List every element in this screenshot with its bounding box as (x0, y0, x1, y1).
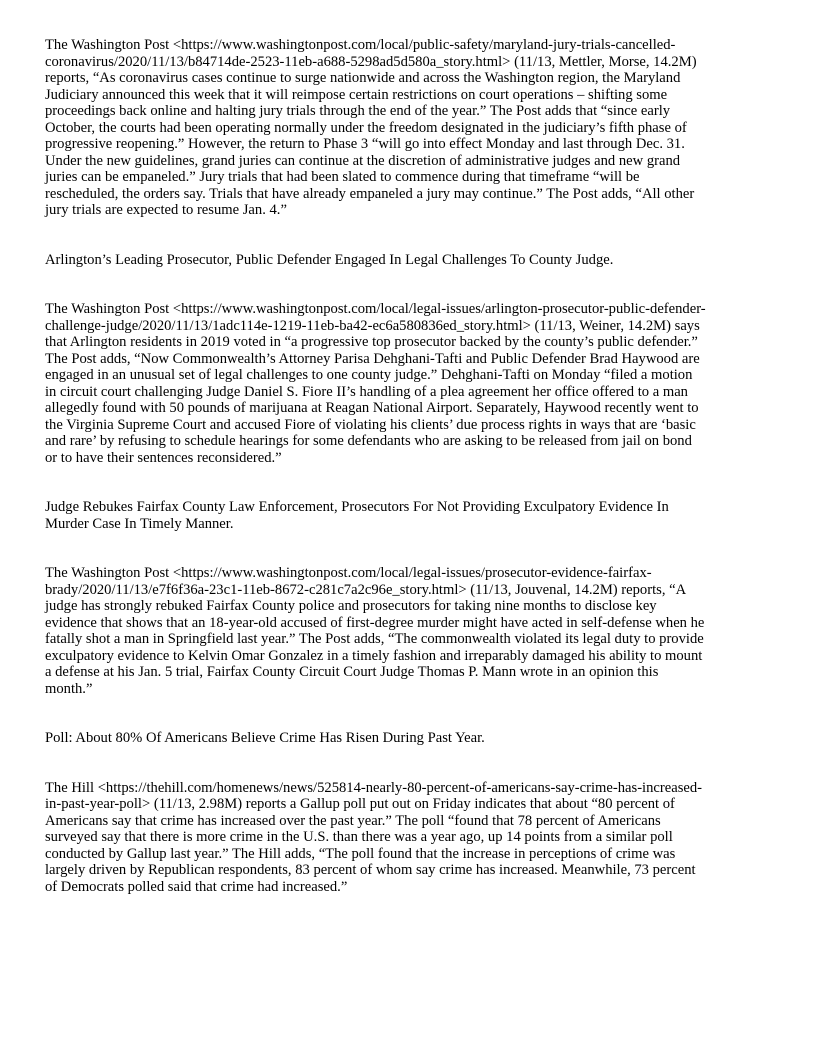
paragraph-spacer (45, 532, 771, 565)
document-page (45, 37, 771, 895)
article-body-fairfax: The Washington Post <https://www.washingtonpost.com/local/legal-issues/prosecutor-evidence-fairfax- brady/2020/11/13/e7f6f36a-23c1-11eb-8672-c281c7a2c96e_story.html> (11/13, Jouvenal, 14.2M) reports, “A judge has strongly rebuked Fairfax County police and prosecutors for taking nine months to disclose key evidence that shows that an 18-year-old accused of first-degree murder might have acted in self-defense when he fatally shot a man in Springfield last year.” The Post adds, “The commonwealth violated its legal duty to provide exculpatory evidence to Kelvin Omar Gonzalez in a timely fashion and irreparably damaged his ability to mount a defense at his Jan. 5 trial, Fairfax County Circuit Court Judge Thomas P. Mann wrote in an opinion this month.” (45, 565, 705, 697)
paragraph-spacer (45, 466, 771, 499)
paragraph-spacer (45, 747, 771, 780)
paragraph-spacer (45, 697, 771, 730)
article-headline-crime-poll: Poll: About 80% Of Americans Believe Crime Has Risen During Past Year. (45, 730, 485, 746)
article-body-crime-poll: The Hill <https://thehill.com/homenews/news/525814-nearly-80-percent-of-americans-say-crime-has-increased- in-past-year-poll> (11/13, 2.98M) reports a Gallup poll put out on Friday indicates that about “80 percent of Americans say that crime has increased over the past year.” The poll “found that 78 percent of Americans surveyed say that there is more crime in the U.S. than there was a year ago, up 14 points from a similar poll conducted by Gallup last year.” The Hill adds, “The poll found that the increase in perceptions of crime was largely driven by Republican respondents, 83 percent of whom say crime has increased. Meanwhile, 73 percent of Democrats polled said that crime had increased.” (45, 779, 703, 895)
paragraph-spacer (45, 268, 771, 301)
article-body-arlington: The Washington Post <https://www.washingtonpost.com/local/legal-issues/arlington-prosecutor-public-defender- challenge-judge/2020/11/13/1adc114e-1219-11eb-ba42-ec6a580836ed_story.html> (11/13, Weiner, 14.2M) says that Arlington residents in 2019 voted in “a progressive top prosecutor backed by the county’s public defender.” The Post adds, “Now Commonwealth’s Attorney Parisa Dehghani-Tafti and Public Defender Brad Haywood are engaged in an unusual set of legal challenges to one county judge.” Dehghani-Tafti on Monday “filed a motion in circuit court challenging Judge Daniel S. Fiore II’s handling of a plea agreement her office offered to a man allegedly found with 50 pounds of marijuana at Reagan National Airport. Separately, Haywood recently went to the Virginia Supreme Court and accused Fiore of violating his clients’ due process rights in ways that are ‘basic and rare’ by refusing to schedule hearings for some defendants who are asking to be released from jail on bond or to have their sentences reconsidered.” (45, 301, 706, 466)
article-headline-fairfax: Judge Rebukes Fairfax County Law Enforcement, Prosecutors For Not Providing Exculpatory Evidence In Murder Case In Timely Manner. (45, 499, 669, 532)
paragraph-spacer (45, 219, 771, 252)
article-body-maryland-jury-trials: The Washington Post <https://www.washingtonpost.com/local/public-safety/maryland-jury-trials-cancelled- coronavirus/2020/11/13/b84714de-2523-11eb-a688-5298ad5d580a_story.html> (11/13, Mettler, Morse, 14.2M) reports, “As coronavirus cases continue to surge nationwide and across the Washington region, the Maryland Judiciary announced this week that it will reimpose certain restrictions on court operations – shifting some proceedings back online and halting jury trials through the end of the year.” The Post adds that “since early October, the courts had been operating normally under the freedom designated in the judiciary’s fifth phase of progressive reopening.” However, the return to Phase 3 “will go into effect Monday and last through Dec. 31. Under the new guidelines, grand juries can continue at the discretion of administrative judges and new grand juries can be empaneled.” Jury trials that had been slated to commence during that timeframe “will be rescheduled, the orders say. Trials that have already empaneled a jury may continue.” The Post adds, “All other jury trials are expected to resume Jan. 4.” (45, 37, 697, 218)
article-headline-arlington: Arlington’s Leading Prosecutor, Public Defender Engaged In Legal Challenges To County Judge. (45, 251, 614, 268)
